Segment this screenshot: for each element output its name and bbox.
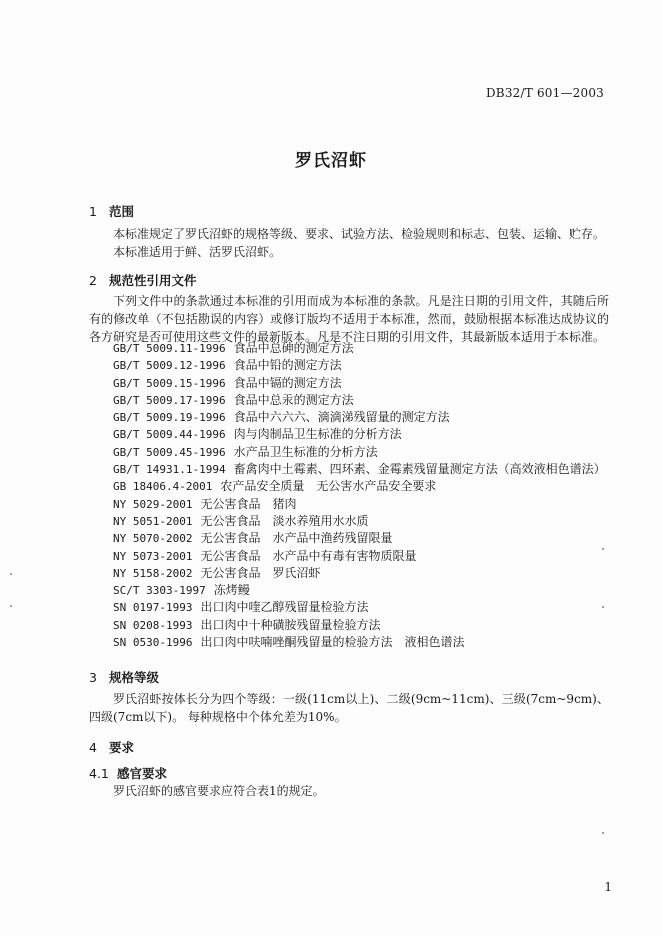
- section-number: 4: [89, 740, 97, 755]
- reference-title: 无公害食品 罗氏沼虾: [200, 565, 321, 580]
- reference-code: GB 18406.4-2001: [113, 480, 213, 494]
- reference-code: GB/T 5009.45-1996: [113, 445, 226, 459]
- reference-code: SN 0530-1996: [113, 636, 193, 650]
- standard-code: DB32/T 601—2003: [485, 86, 604, 100]
- section-2-heading: [89, 271, 197, 289]
- reference-title: 肉与肉制品卫生标准的分析方法: [233, 427, 402, 442]
- reference-list: [113, 340, 606, 651]
- reference-title: 无公害食品 猪肉: [200, 496, 297, 511]
- reference-item: [113, 444, 606, 461]
- reference-title: 食品中镉的测定方法: [233, 375, 342, 390]
- section-title: 要求: [109, 740, 135, 755]
- reference-item: [113, 478, 606, 495]
- grades-text: 罗氏沼虾按体长分为四个等级：一级(11cm以上)、二级(9cm~11cm)、三级(7cm~9cm)、四级(7cm以下)。 每种规格中个体允差为10%。: [89, 692, 609, 724]
- reference-item: [113, 582, 606, 599]
- scan-speck: [10, 605, 12, 607]
- reference-title: 食品中总砷的测定方法: [233, 341, 354, 355]
- reference-item: [113, 409, 606, 426]
- section-title: 规格等级: [109, 670, 160, 685]
- reference-item: [113, 548, 606, 565]
- reference-item: [113, 375, 606, 392]
- reference-item: [113, 392, 606, 409]
- scan-speck: [602, 548, 604, 550]
- scope-line-1: 本标准规定了罗氏沼虾的规格等级、要求、试验方法、检验规则和标志、包装、运输、贮存。: [113, 227, 606, 241]
- reference-title: 食品中六六六、滴滴涕残留量的测定方法: [233, 410, 450, 425]
- reference-item: [113, 530, 606, 547]
- section-3-heading: [89, 668, 159, 686]
- scan-speck: [602, 606, 604, 608]
- reference-code: SN 0208-1993: [113, 618, 193, 632]
- reference-item: [113, 357, 606, 374]
- section-1-heading: [89, 202, 134, 220]
- section-title: 范围: [109, 204, 135, 219]
- reference-item: [113, 634, 606, 651]
- reference-code: GB/T 5009.44-1996: [113, 428, 226, 442]
- reference-code: GB/T 5009.12-1996: [113, 359, 226, 373]
- reference-title: 农产品安全质量 无公害水产品安全要求: [220, 479, 437, 494]
- reference-code: GB/T 5009.17-1996: [113, 393, 226, 407]
- reference-title: 出口肉中十种磺胺残留量检验方法: [200, 617, 381, 632]
- reference-title: 食品中铅的测定方法: [233, 358, 342, 373]
- section-4-1-heading: [89, 764, 167, 782]
- scan-speck: [602, 832, 604, 834]
- reference-code: NY 5051-2001: [113, 514, 193, 528]
- reference-code: GB/T 14931.1-1994: [113, 463, 226, 477]
- scan-speck: [10, 573, 12, 575]
- reference-item: [113, 599, 606, 616]
- reference-item: [113, 617, 606, 634]
- section-title: 规范性引用文件: [109, 273, 197, 288]
- reference-title: 畜禽肉中土霉素、四环素、金霉素残留量测定方法（高效液相色谱法）: [233, 462, 606, 477]
- reference-item: [113, 496, 606, 513]
- reference-code: GB/T 5009.19-1996: [113, 411, 226, 425]
- scope-line-2: 本标准适用于鲜、活罗氏沼虾。: [113, 245, 282, 259]
- reference-code: GB/T 5009.15-1996: [113, 376, 226, 390]
- section-4-heading: [89, 738, 134, 756]
- subsection-number: 4.1: [89, 766, 109, 781]
- reference-title: 无公害食品 水产品中有毒有害物质限量: [200, 548, 417, 563]
- reference-item: [113, 565, 606, 582]
- section-number: 3: [89, 670, 97, 685]
- section-number: 1: [89, 204, 97, 219]
- reference-title: 出口肉中喹乙醇残留量检验方法: [200, 600, 369, 615]
- reference-item: [113, 340, 606, 357]
- page-number: 1: [604, 880, 612, 894]
- reference-title: 冻烤鳗: [213, 583, 250, 598]
- references-intro: 下列文件中的条款通过本标准的引用而成为本标准的条款。凡是注日期的引用文件，其随后所有的修改单（不包括勘误的内容）或修订版均不适用于本标准，然而，鼓励根据本标准达成协议的各方研究是否可使用这些文件的最新版本。凡是不注日期的引用文件，其最新版本适用于本标准。: [89, 294, 609, 344]
- reference-title: 食品中总汞的测定方法: [233, 392, 354, 407]
- reference-item: [113, 513, 606, 530]
- reference-title: 水产品卫生标准的分析方法: [233, 444, 378, 459]
- reference-title: 无公害食品 淡水养殖用水水质: [200, 513, 369, 528]
- reference-code: SC/T 3303-1997: [113, 584, 206, 598]
- reference-code: NY 5070-2002: [113, 532, 193, 546]
- reference-code: NY 5073-2001: [113, 549, 193, 563]
- reference-title: 出口肉中呋喃唑酮残留量的检验方法 液相色谱法: [200, 635, 465, 650]
- sensory-text: 罗氏沼虾的感官要求应符合表1的规定。: [113, 784, 325, 798]
- reference-item: [113, 426, 606, 443]
- reference-code: NY 5158-2002: [113, 566, 193, 580]
- reference-code: GB/T 5009.11-1996: [113, 342, 226, 355]
- reference-code: SN 0197-1993: [113, 601, 193, 615]
- document-title: 罗氏沼虾: [295, 151, 367, 171]
- reference-item: [113, 461, 606, 478]
- subsection-title: 感官要求: [117, 766, 168, 781]
- reference-title: 无公害食品 水产品中渔药残留限量: [200, 531, 393, 546]
- reference-code: NY 5029-2001: [113, 497, 193, 511]
- section-number: 2: [89, 273, 97, 288]
